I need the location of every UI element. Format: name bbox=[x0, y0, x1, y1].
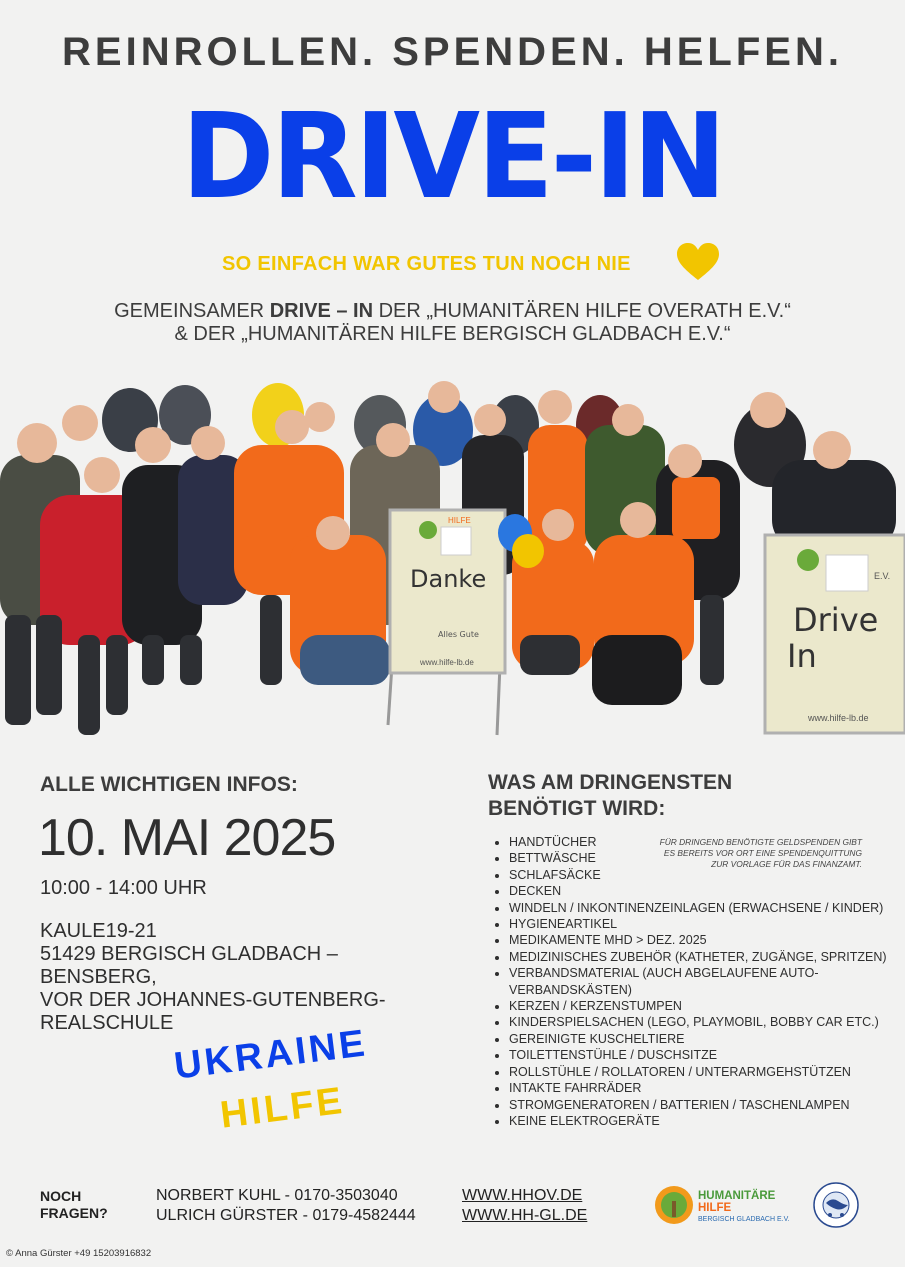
link-hhov[interactable]: WWW.HHOV.DE bbox=[462, 1187, 583, 1204]
photo-credit: © Anna Gürster +49 15203916832 bbox=[6, 1248, 152, 1259]
svg-text:Drive: Drive bbox=[793, 601, 879, 639]
list-item: • GEREINIGTE KUSCHELTIERE bbox=[509, 1031, 889, 1047]
svg-text:HUMANITÄRE: HUMANITÄRE bbox=[698, 1190, 776, 1202]
contact-list bbox=[156, 1186, 416, 1226]
joint-organizers: GEMEINSAMER DRIVE – IN DER „HUMANITÄREN HILFE OVERATH E.V.“ & DER „HUMANITÄREN HILFE BERGISCH GLADBACH E.V.“ bbox=[114, 300, 791, 345]
svg-text:www.hilfe-lb.de: www.hilfe-lb.de bbox=[420, 658, 474, 667]
list-item: • ROLLSTÜHLE / ROLLATOREN / UNTERARMGEHSTÜTZEN bbox=[509, 1064, 889, 1080]
ukraine-word: UKRAINE bbox=[172, 1022, 370, 1088]
drive-in-title: DRIVE-IN bbox=[181, 88, 724, 226]
needs-list bbox=[492, 834, 889, 1129]
list-item: • TOILETTENSTÜHLE / DUSCHSITZE bbox=[509, 1047, 889, 1063]
contact-kuhl: NORBERT KUHL - 0170-3503040 bbox=[156, 1187, 398, 1204]
svg-text:HILFE: HILFE bbox=[698, 1202, 732, 1214]
tagline: SO EINFACH WAR GUTES TUN NOCH NIE bbox=[222, 253, 631, 275]
svg-text:E.V.: E.V. bbox=[874, 571, 891, 581]
svg-text:BERGISCH GLADBACH E.V.: BERGISCH GLADBACH E.V. bbox=[698, 1216, 790, 1223]
list-item: • HANDTÜCHER bbox=[509, 834, 889, 850]
list-item: • DECKEN bbox=[509, 883, 889, 899]
list-item: • BETTWÄSCHE bbox=[509, 850, 889, 866]
svg-text:HILFE: HILFE bbox=[448, 516, 471, 525]
list-item: • SCHLAFSÄCKE bbox=[509, 867, 889, 883]
contact-guerster: ULRICH GÜRSTER - 0179-4582444 bbox=[156, 1207, 416, 1224]
list-item: • STROMGENERATOREN / BATTERIEN / TASCHENLAMPEN bbox=[509, 1097, 889, 1113]
website-links bbox=[462, 1186, 587, 1226]
svg-text:Danke: Danke bbox=[410, 565, 487, 593]
questions-label: NOCH FRAGEN? bbox=[40, 1188, 108, 1221]
overath-seal-icon bbox=[812, 1181, 860, 1229]
slogan: REINROLLEN. SPENDEN. HELFEN. bbox=[62, 30, 843, 74]
heart-icon bbox=[676, 242, 720, 282]
event-time: 10:00 - 14:00 UHR bbox=[40, 877, 207, 899]
hilfe-word: HILFE bbox=[218, 1079, 347, 1137]
joint-drive-in: DRIVE – IN bbox=[269, 300, 374, 322]
event-date: 10. MAI 2025 bbox=[38, 809, 336, 867]
danke-sign bbox=[388, 510, 505, 735]
event-address: KAULE19-21 51429 BERGISCH GLADBACH – BENSBERG, VOR DER JOHANNES-GUTENBERG- REALSCHULE bbox=[40, 920, 386, 1034]
list-item: • KERZEN / KERZENSTUMPEN bbox=[509, 998, 889, 1014]
list-item: • VERBANDSMATERIAL (AUCH ABGELAUFENE AUTO-VERBANDSKÄSTEN) bbox=[509, 965, 819, 998]
svg-text:www.hilfe-lb.de: www.hilfe-lb.de bbox=[808, 713, 869, 723]
humanitaere-hilfe-logo bbox=[652, 1183, 802, 1227]
list-item: • MEDIKAMENTE MHD > DEZ. 2025 bbox=[509, 932, 889, 948]
group-photo bbox=[0, 365, 905, 760]
list-item: • HYGIENEARTIKEL bbox=[509, 916, 889, 932]
list-item: • WINDELN / INKONTINENZEINLAGEN (ERWACHSENE / KINDER) bbox=[509, 900, 889, 916]
drive-in-sign bbox=[765, 535, 905, 733]
needs-title: WAS AM DRINGENSTEN BENÖTIGT WIRD: bbox=[488, 771, 733, 820]
svg-text:In: In bbox=[787, 637, 817, 675]
list-item: • KEINE ELEKTROGERÄTE bbox=[509, 1113, 889, 1129]
info-title: ALLE WICHTIGEN INFOS: bbox=[40, 773, 298, 796]
link-hh-gl[interactable]: WWW.HH-GL.DE bbox=[462, 1207, 588, 1224]
donation-note: FÜR DRINGEND BENÖTIGTE GELDSPENDEN GIBT ES BEREITS VOR ORT EINE SPENDENQUITTUNG ZUR VORLAGE FÜR DAS FINANZAMT. bbox=[659, 837, 862, 869]
svg-text:Alles Gute: Alles Gute bbox=[438, 630, 479, 639]
list-item: • KINDERSPIELSACHEN (LEGO, PLAYMOBIL, BOBBY CAR ETC.) bbox=[509, 1014, 889, 1030]
list-item: • MEDIZINISCHES ZUBEHÖR (KATHETER, ZUGÄNGE, SPRITZEN) bbox=[509, 949, 889, 965]
list-item: • INTAKTE FAHRRÄDER bbox=[509, 1080, 889, 1096]
